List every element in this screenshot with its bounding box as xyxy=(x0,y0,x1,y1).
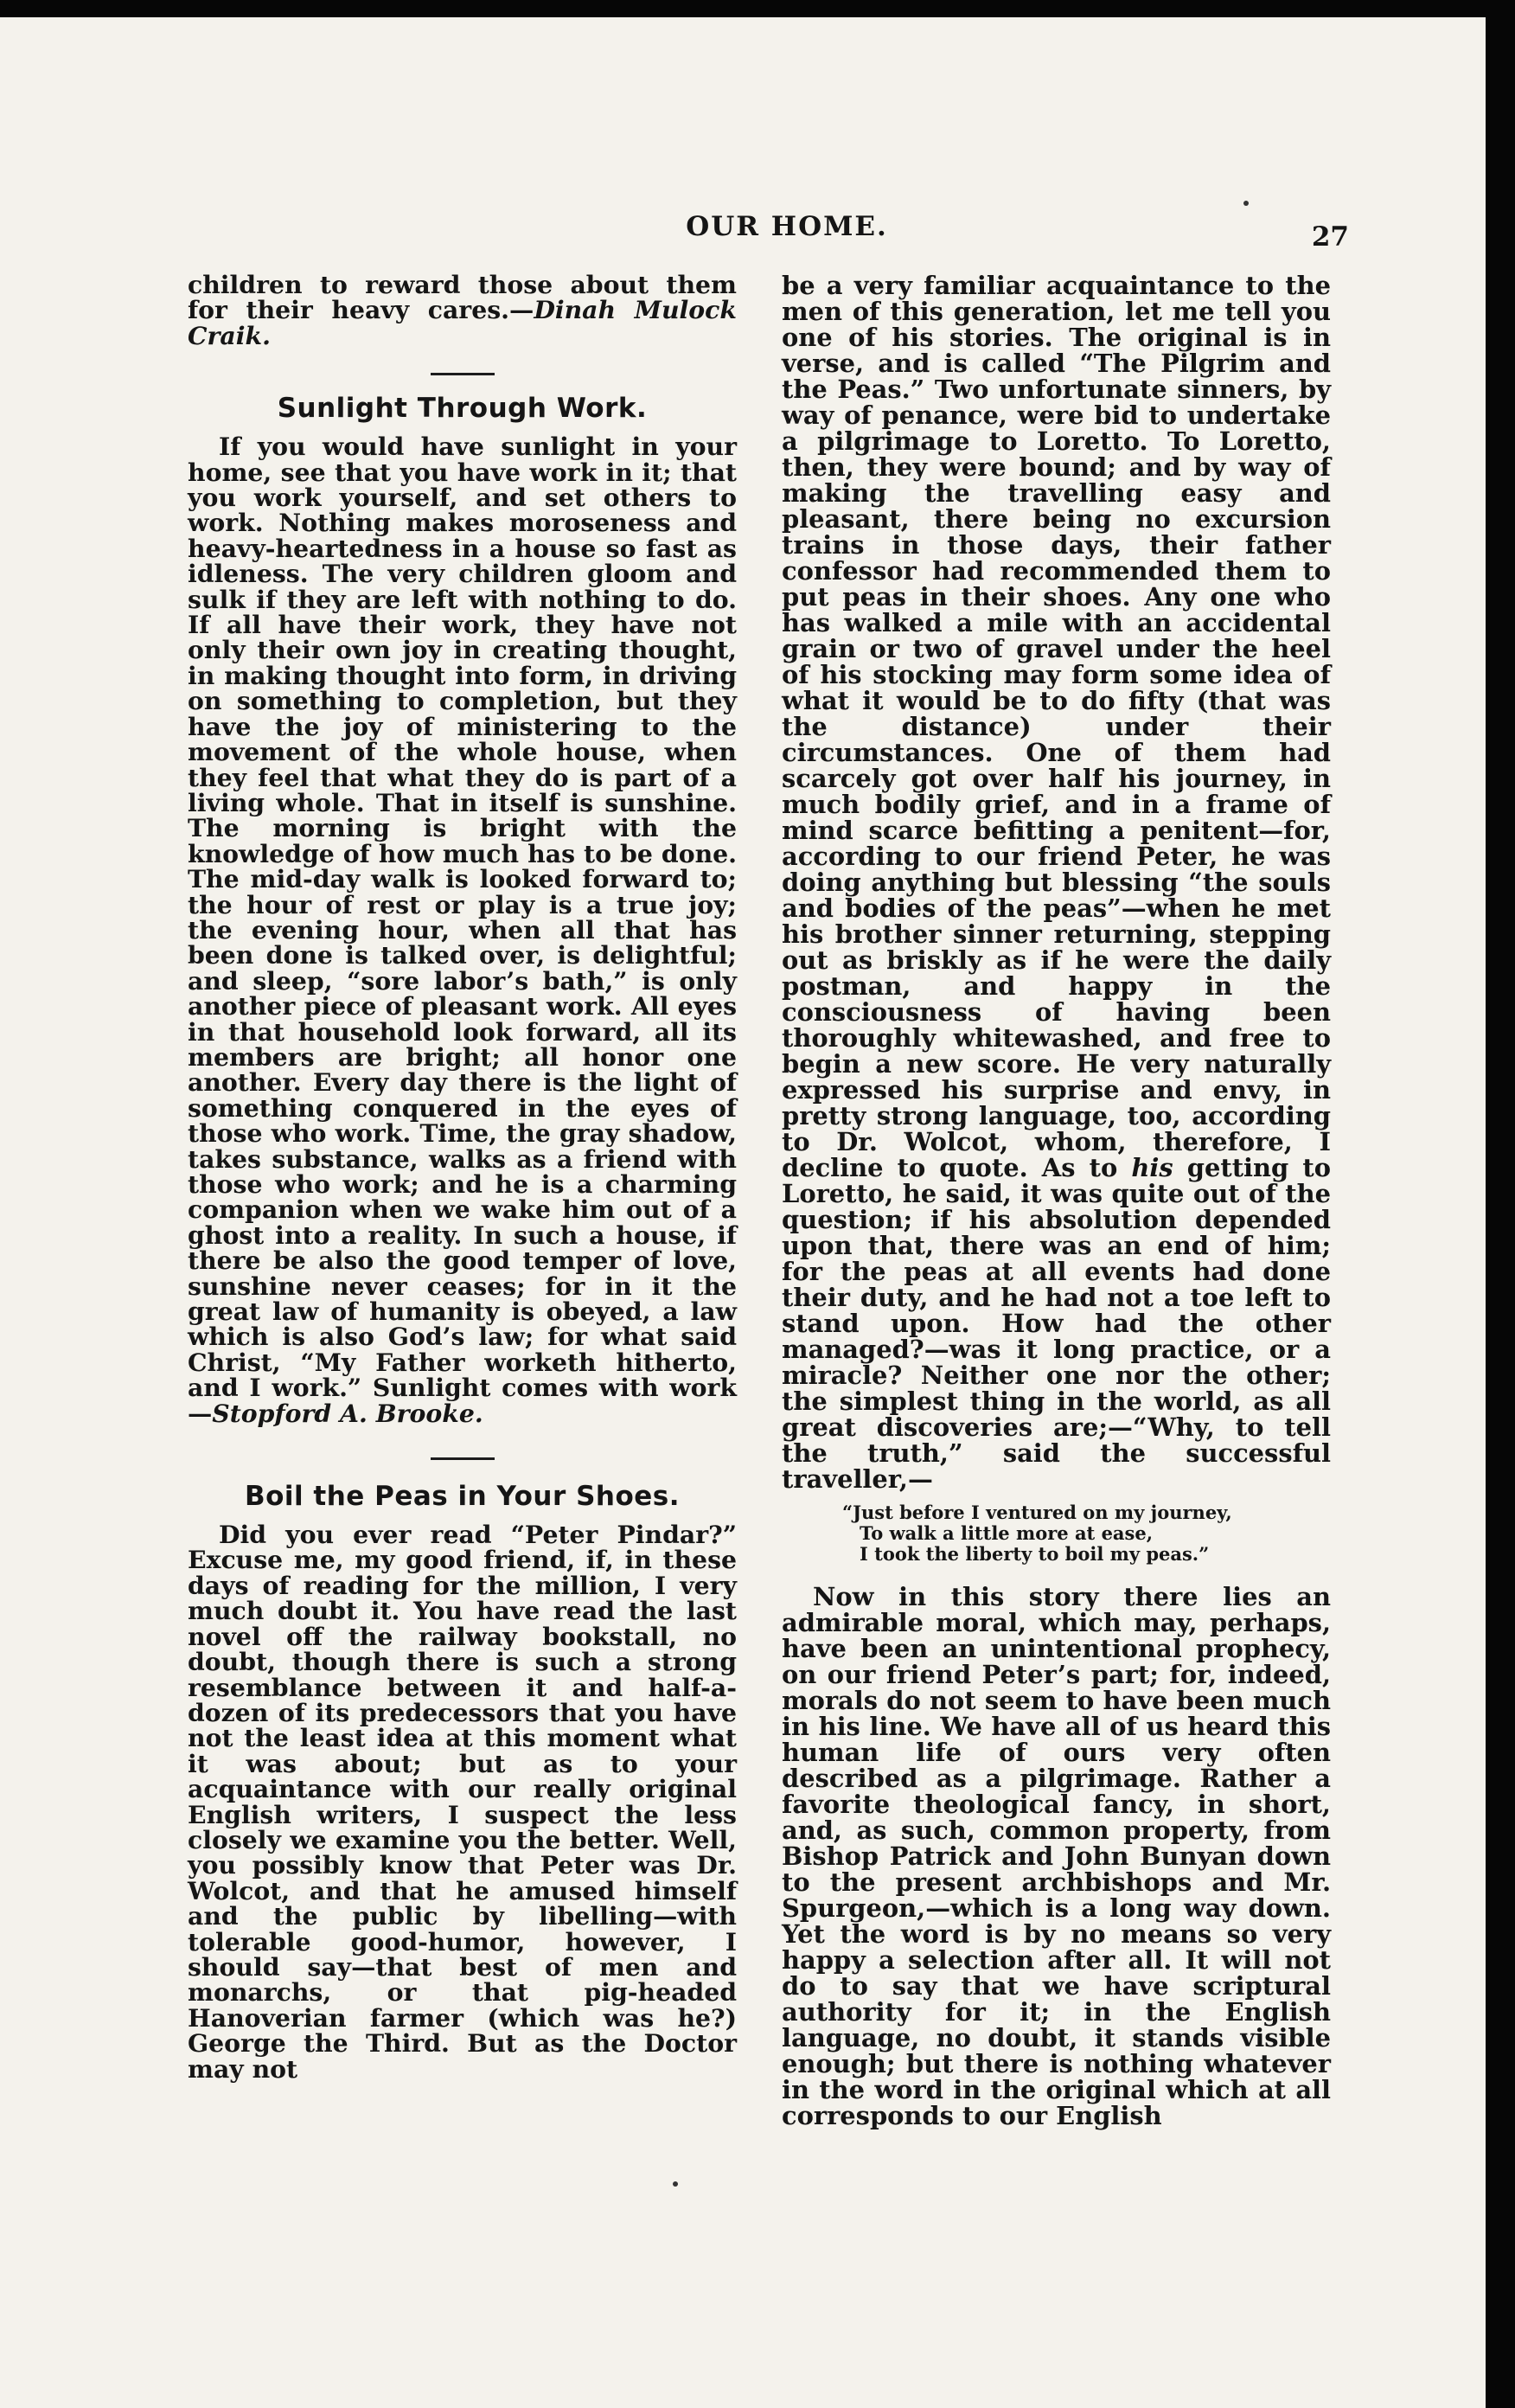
continued-text-a: be a very familiar acquaintance to the men of this generation, let me tell you one of his stories. The original is in verse, and is called “The Pilgrim and the Peas.” Two unfortunate sinners, by way of penance, were bid to undertake a pilgrimage to Loretto. To Loretto, then, they were bound; and by way of making the travelling easy and pleasant, there being no excursion trains in those days, their father confessor had recommended them to put peas in their shoes. Any one who has walked a mile with an accidental grain or two of gravel under the heel of his stocking may form some idea of what it would be to do fifty (that was the distance) under their circumstances. One of them had scarcely got over half his journey, in much bodily grief, and in a frame of mind scarce befitting a penitent—for, according to our friend Peter, he was doing anything but blessing “the souls and bodies of the peas”—when he met his brother sinner returning, stepping out as briskly as if he were the daily postman, and happy in the consciousness of having been thoroughly whitewashed, and free to begin a new score. He very naturally expressed his surprise and envy, in pretty strong language, too, according to Dr. Wolcot, whom, therefore, I decline to quote. As to xyxy=(782,271,1331,1182)
intro-text: children to reward those about them for their heavy cares.— xyxy=(188,270,737,325)
running-header: OUR HOME. xyxy=(686,211,888,242)
intro-paragraph xyxy=(188,272,737,349)
intro-author: Dinah Mulock Craik. xyxy=(188,295,737,350)
sunlight-text: If you would have sunlight in your home, see that you have work in it; that you work yourself, and set others to work. Nothing makes moroseness and heavy-heartedness in a house so fast as idleness. The very children gloom and sulk if they are left with nothing to do. If all have their work, they have not only their own joy in creating thought, in making thought into form, in driving on something to completion, but they have the joy of ministering to the movement of the whole house, when they feel that what they do is part of a living whole. That in itself is sunshine. The morning is bright with the knowledge of how much has to be done. The mid-day walk is looked forward to; the hour of rest or play is a true joy; the evening hour, when all that has been done is talked over, is delightful; and sleep, “sore labor’s bath,” is only another piece of pleasant work. All eyes in that household look forward, all its members are bright; all honor one another. Every day there is the light of something conquered in the eyes of those who work. Time, the gray shadow, takes substance, walks as a friend with those who work; and he is a charming companion when we wake him out of a ghost into a reality. In such a house, if there be also the good temper of love, sunshine never ceases; for in it the great law of humanity is obeyed, a law which is also God’s law; for what said Christ, “My Father worketh hitherto, and I work.” Sunlight comes with work— xyxy=(188,432,737,1428)
verse-quote xyxy=(842,1502,1331,1565)
scan-speck xyxy=(673,2181,678,2187)
article-body-peas: Did you ever read “Peter Pindar?” Excuse me, my good friend, if, in these days of reading for the million, I very much doubt it. You have read the last novel off the railway bookstall, no doubt, though there is such a strong resemblance between it and half-a-dozen of its predecessors that you have not the least idea at this moment what it was about; but as to your acquaintance with our really original English writers, I suspect the less closely we examine you the better. Well, you possibly know that Peter was Dr. Wolcot, and that he amused himself and the public by libelling—with tolerable good-humor, however, I should say—that best of men and monarchs, or that pig-headed Hanoverian farmer (which was he?) George the Third. But as the Doctor may not xyxy=(188,1520,737,2084)
section-divider xyxy=(431,1457,495,1460)
sunlight-author: Stopford A. Brooke. xyxy=(212,1398,483,1428)
peas-continued-paragraph xyxy=(782,272,1331,1492)
left-column xyxy=(188,272,737,2082)
right-column xyxy=(782,272,1331,2129)
verse-line: I took the liberty to boil my peas.” xyxy=(860,1543,1210,1565)
continued-text-b: getting to Loretto, he said, it was quite out of the question; if his absolution depended upon that, there was an end of him; for the peas at all events had done their duty, and he had not a toe left to stand upon. How had the other managed?—was it long practice, or a miracle? Neither one nor the other; the simplest thing in the world, as all great discoveries are;—“Why, to tell the truth,” said the successful traveller,— xyxy=(782,1153,1331,1494)
section-divider xyxy=(431,373,495,375)
verse-line: To walk a little more at ease, xyxy=(860,1522,1154,1544)
page-number: 27 xyxy=(1311,221,1349,253)
article-body-sunlight xyxy=(188,434,737,1426)
moral-paragraph: Now in this story there lies an admirable moral, which may, perhaps, have been an unintentional prophecy, on our friend Peter’s part; for, indeed, morals do not seem to have been much in his line. We have all of us heard this human life of ours very often described as a pilgrimage. Rather a favorite theological fancy, in short, and, as such, common property, from Bishop Patrick and John Bunyan down to the present archbishops and Mr. Spurgeon,—which is a long way down. Yet the word is by no means so very happy a selection after all. It will not do to say that we have scriptural authority for it; in the English language, no doubt, it stands visible enough; but there is nothing whatever in the word in the original which at all corresponds to our English xyxy=(782,1582,1331,2130)
article-title-peas: Boil the Peas in Your Shoes. xyxy=(244,1481,681,1513)
verse-line: “Just before I ventured on my journey, xyxy=(842,1502,1232,1523)
continued-emphasis: his xyxy=(1131,1153,1173,1182)
scan-border-top xyxy=(0,0,1515,17)
scan-speck xyxy=(1243,201,1249,206)
article-title-sunlight: Sunlight Through Work. xyxy=(277,393,648,425)
scan-border-right xyxy=(1486,0,1515,2408)
